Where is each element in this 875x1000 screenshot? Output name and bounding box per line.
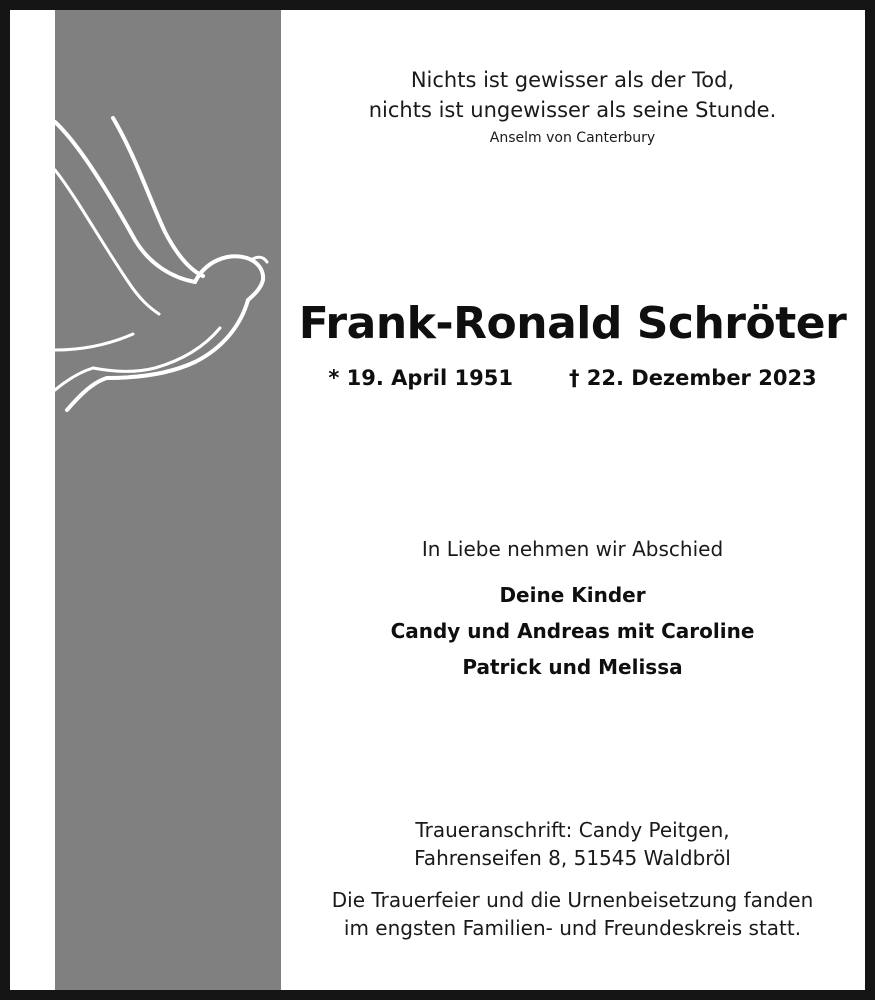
funeral-notice	[290, 886, 855, 942]
notice-line-1: Die Trauerfeier und die Urnenbeisetzung fanden	[331, 888, 814, 912]
deceased-name: Frank-Ronald Schröter	[298, 298, 847, 349]
quote-block	[290, 65, 855, 125]
obituary-content	[290, 10, 855, 990]
birth-date: * 19. April 1951	[328, 366, 513, 390]
mourning-address	[290, 816, 855, 872]
life-dates	[290, 366, 855, 390]
family-line-3: Patrick und Melissa	[462, 655, 683, 679]
dove-icon	[55, 110, 281, 420]
quote-line-2: nichts ist ungewisser als seine Stunde.	[368, 98, 777, 122]
family-line-2: Candy und Andreas mit Caroline	[390, 619, 755, 643]
farewell-text: In Liebe nehmen wir Abschied	[421, 537, 724, 561]
family-list	[290, 577, 855, 685]
family-line-1: Deine Kinder	[499, 583, 646, 607]
notice-line-2: im engsten Familien- und Freundeskreis statt.	[343, 916, 802, 940]
quote-author: Anselm von Canterbury	[489, 130, 656, 146]
address-line-1: Traueranschrift: Candy Peitgen,	[415, 818, 730, 842]
address-line-2: Fahrenseifen 8, 51545 Waldbröl	[414, 846, 731, 870]
quote-line-1: Nichts ist gewisser als der Tod,	[410, 68, 735, 92]
death-date: † 22. Dezember 2023	[568, 366, 817, 390]
